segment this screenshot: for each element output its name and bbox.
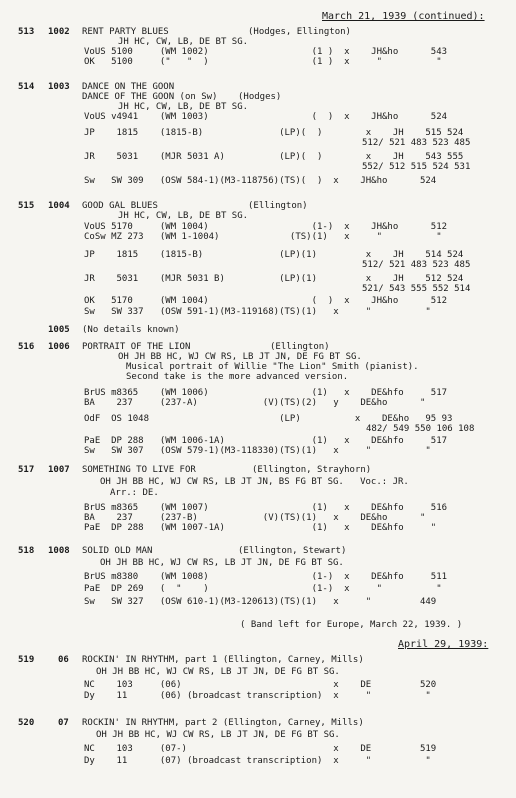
issue-row: BA 237 (237-A) (V)(TS)(2) y DE&ho " [84,398,426,408]
issue-row: BrUS m8365 (WM 1006) (1) x DE&hfo 517 [84,388,448,398]
band-note: ( Band left for Europe, March 22, 1939. ) [240,620,463,630]
issue-row: Dy 11 (06) (broadcast transcription) x " " [84,691,431,701]
issue-row: Sw SW 309 (OSW 584-1)(M3-118756)(TS)( ) x JH&ho 524 [84,176,437,186]
entry-number: 513 [18,27,35,37]
section-date-header: March 21, 1939 (continued): [322,11,485,22]
composer-credit: (Ellington) [270,342,330,352]
personnel-line: OH JH BB HC, WJ CW RS, LB JT JN, DE FG BT SG. [118,352,362,362]
entry-number: 515 [18,201,35,211]
issue-row: JR 5031 (MJR 5031 A) (LP)( ) x JH 543 555 [84,152,464,162]
tune-title: RENT PARTY BLUES [82,27,169,37]
personnel-line: OH JH BB HC, WJ CW RS, LB JT JN, DE FG BT SG. [96,730,340,740]
composer-credit: (Ellington) [248,201,308,211]
issue-row: OdF OS 1048 (LP) x DE&ho 95 93 [84,414,453,424]
matrix-number: 1003 [48,82,70,92]
cross-reference: 512/ 521 483 523 485 [362,138,471,148]
entry-number: 516 [18,342,35,352]
personnel-line: OH JH BB HC, WJ CW RS, LB JT JN, BS FG BT SG. Voc.: JR. [100,477,409,487]
personnel-line: JH HC, CW, LB, DE BT SG. [118,211,249,221]
matrix-number: 1008 [48,546,70,556]
matrix-number: 1007 [48,465,70,475]
issue-row: CoSw MZ 273 (WM 1-1004) (TS)(1) x " " [84,232,442,242]
issue-row: OK 5100 (" " ) (1 ) x " " [84,57,442,67]
tune-title: SOLID OLD MAN [82,546,153,556]
issue-row: PaE DP 288 (WM 1007-1A) (1) x DE&hfo " [84,523,437,533]
entry-number: 514 [18,82,35,92]
entry-number: 519 [18,655,35,665]
matrix-number: 06 [58,655,69,665]
session-note: Second take is the more advanced version. [126,372,349,382]
personnel-line: JH HC, CW, LB, DE BT SG. [118,102,249,112]
composer-credit: (Hodges, Ellington) [248,27,351,37]
tune-title: SOMETHING TO LIVE FOR [82,465,196,475]
issue-row: VoUS 5100 (WM 1002) (1 ) x JH&ho 543 [84,47,448,57]
cross-reference: 512/ 521 483 523 485 [362,260,471,270]
matrix-number: 07 [58,718,69,728]
arranger-note: Arr.: DE. [110,488,159,498]
matrix-number: 1004 [48,201,70,211]
issue-row: Sw SW 327 (OSW 610-1)(M3-120613)(TS)(1) x " 449 [84,597,437,607]
issue-row: Dy 11 (07) (broadcast transcription) x " " [84,756,431,766]
issue-row: BrUS m8365 (WM 1007) (1) x DE&hfo 516 [84,503,448,513]
issue-row: JP 1815 (1815-B) (LP)( ) x JH 515 524 [84,128,464,138]
issue-row: PaE DP 269 ( " ) (1-) x " " [84,584,442,594]
personnel-line: OH JH BB HC, WJ CW RS, LB JT JN, DE FG BT SG. [100,558,344,568]
cross-reference: 482/ 549 550 106 108 [366,424,475,434]
issue-row: BA 237 (237-B) (V)(TS)(1) x DE&ho " [84,513,426,523]
tune-title: PORTRAIT OF THE LION [82,342,191,352]
entry-number: 517 [18,465,35,475]
composer-credit: (Ellington, Strayhorn) [252,465,372,475]
matrix-number: 1002 [48,27,70,37]
issue-row: Sw SW 337 (OSW 591-1)(M3-119168)(TS)(1) x " " [84,307,431,317]
issue-row: BrUS m8380 (WM 1008) (1-) x DE&hfo 511 [84,572,448,582]
issue-row: PaE DP 288 (WM 1006-1A) (1) x DE&hfo 517 [84,436,448,446]
issue-row: NC 103 (06) x DE 520 [84,680,437,690]
issue-row: JP 1815 (1815-B) (LP)(1) x JH 514 524 [84,250,464,260]
issue-row: OK 5170 (WM 1004) ( ) x JH&ho 512 [84,296,448,306]
cross-reference: 521/ 543 555 552 514 [362,284,471,294]
issue-row: Sw SW 307 (OSW 579-1)(M3-118330)(TS)(1) x " " [84,446,431,456]
tune-title: DANCE ON THE GOON [82,82,175,92]
issue-row: VoUS 5170 (WM 1004) (1-) x JH&ho 512 [84,222,448,232]
issue-row: VoUS v4941 (WM 1003) ( ) x JH&ho 524 [84,112,448,122]
personnel-line: JH HC, CW, LB, DE BT SG. [118,37,249,47]
entry-number: 520 [18,718,35,728]
details-note: (No details known) [82,325,180,335]
issue-row: NC 103 (07-) x DE 519 [84,744,437,754]
tune-title: GOOD GAL BLUES [82,201,158,211]
cross-reference: 552/ 512 515 524 531 [362,162,471,172]
section-date-header: April 29, 1939: [398,639,489,650]
matrix-number: 1005 [48,325,70,335]
tune-title: ROCKIN' IN RHYTHM, part 2 (Ellington, Carney, Mills) [82,718,364,728]
issue-row: JR 5031 (MJR 5031 B) (LP)(1) x JH 512 524 [84,274,464,284]
tune-title: ROCKIN' IN RHYTHM, part 1 (Ellington, Carney, Mills) [82,655,364,665]
session-note: Musical portrait of Willie "The Lion" Smith (pianist). [126,362,419,372]
entry-number: 518 [18,546,35,556]
composer-credit: (Hodges) [238,92,282,102]
composer-credit: (Ellington, Stewart) [238,546,347,556]
matrix-number: 1006 [48,342,70,352]
tune-title-alt: DANCE OF THE GOON (on Sw) [82,92,218,102]
personnel-line: OH JH BB HC, WJ CW RS, LB JT JN, DE FG BT SG. [96,667,340,677]
